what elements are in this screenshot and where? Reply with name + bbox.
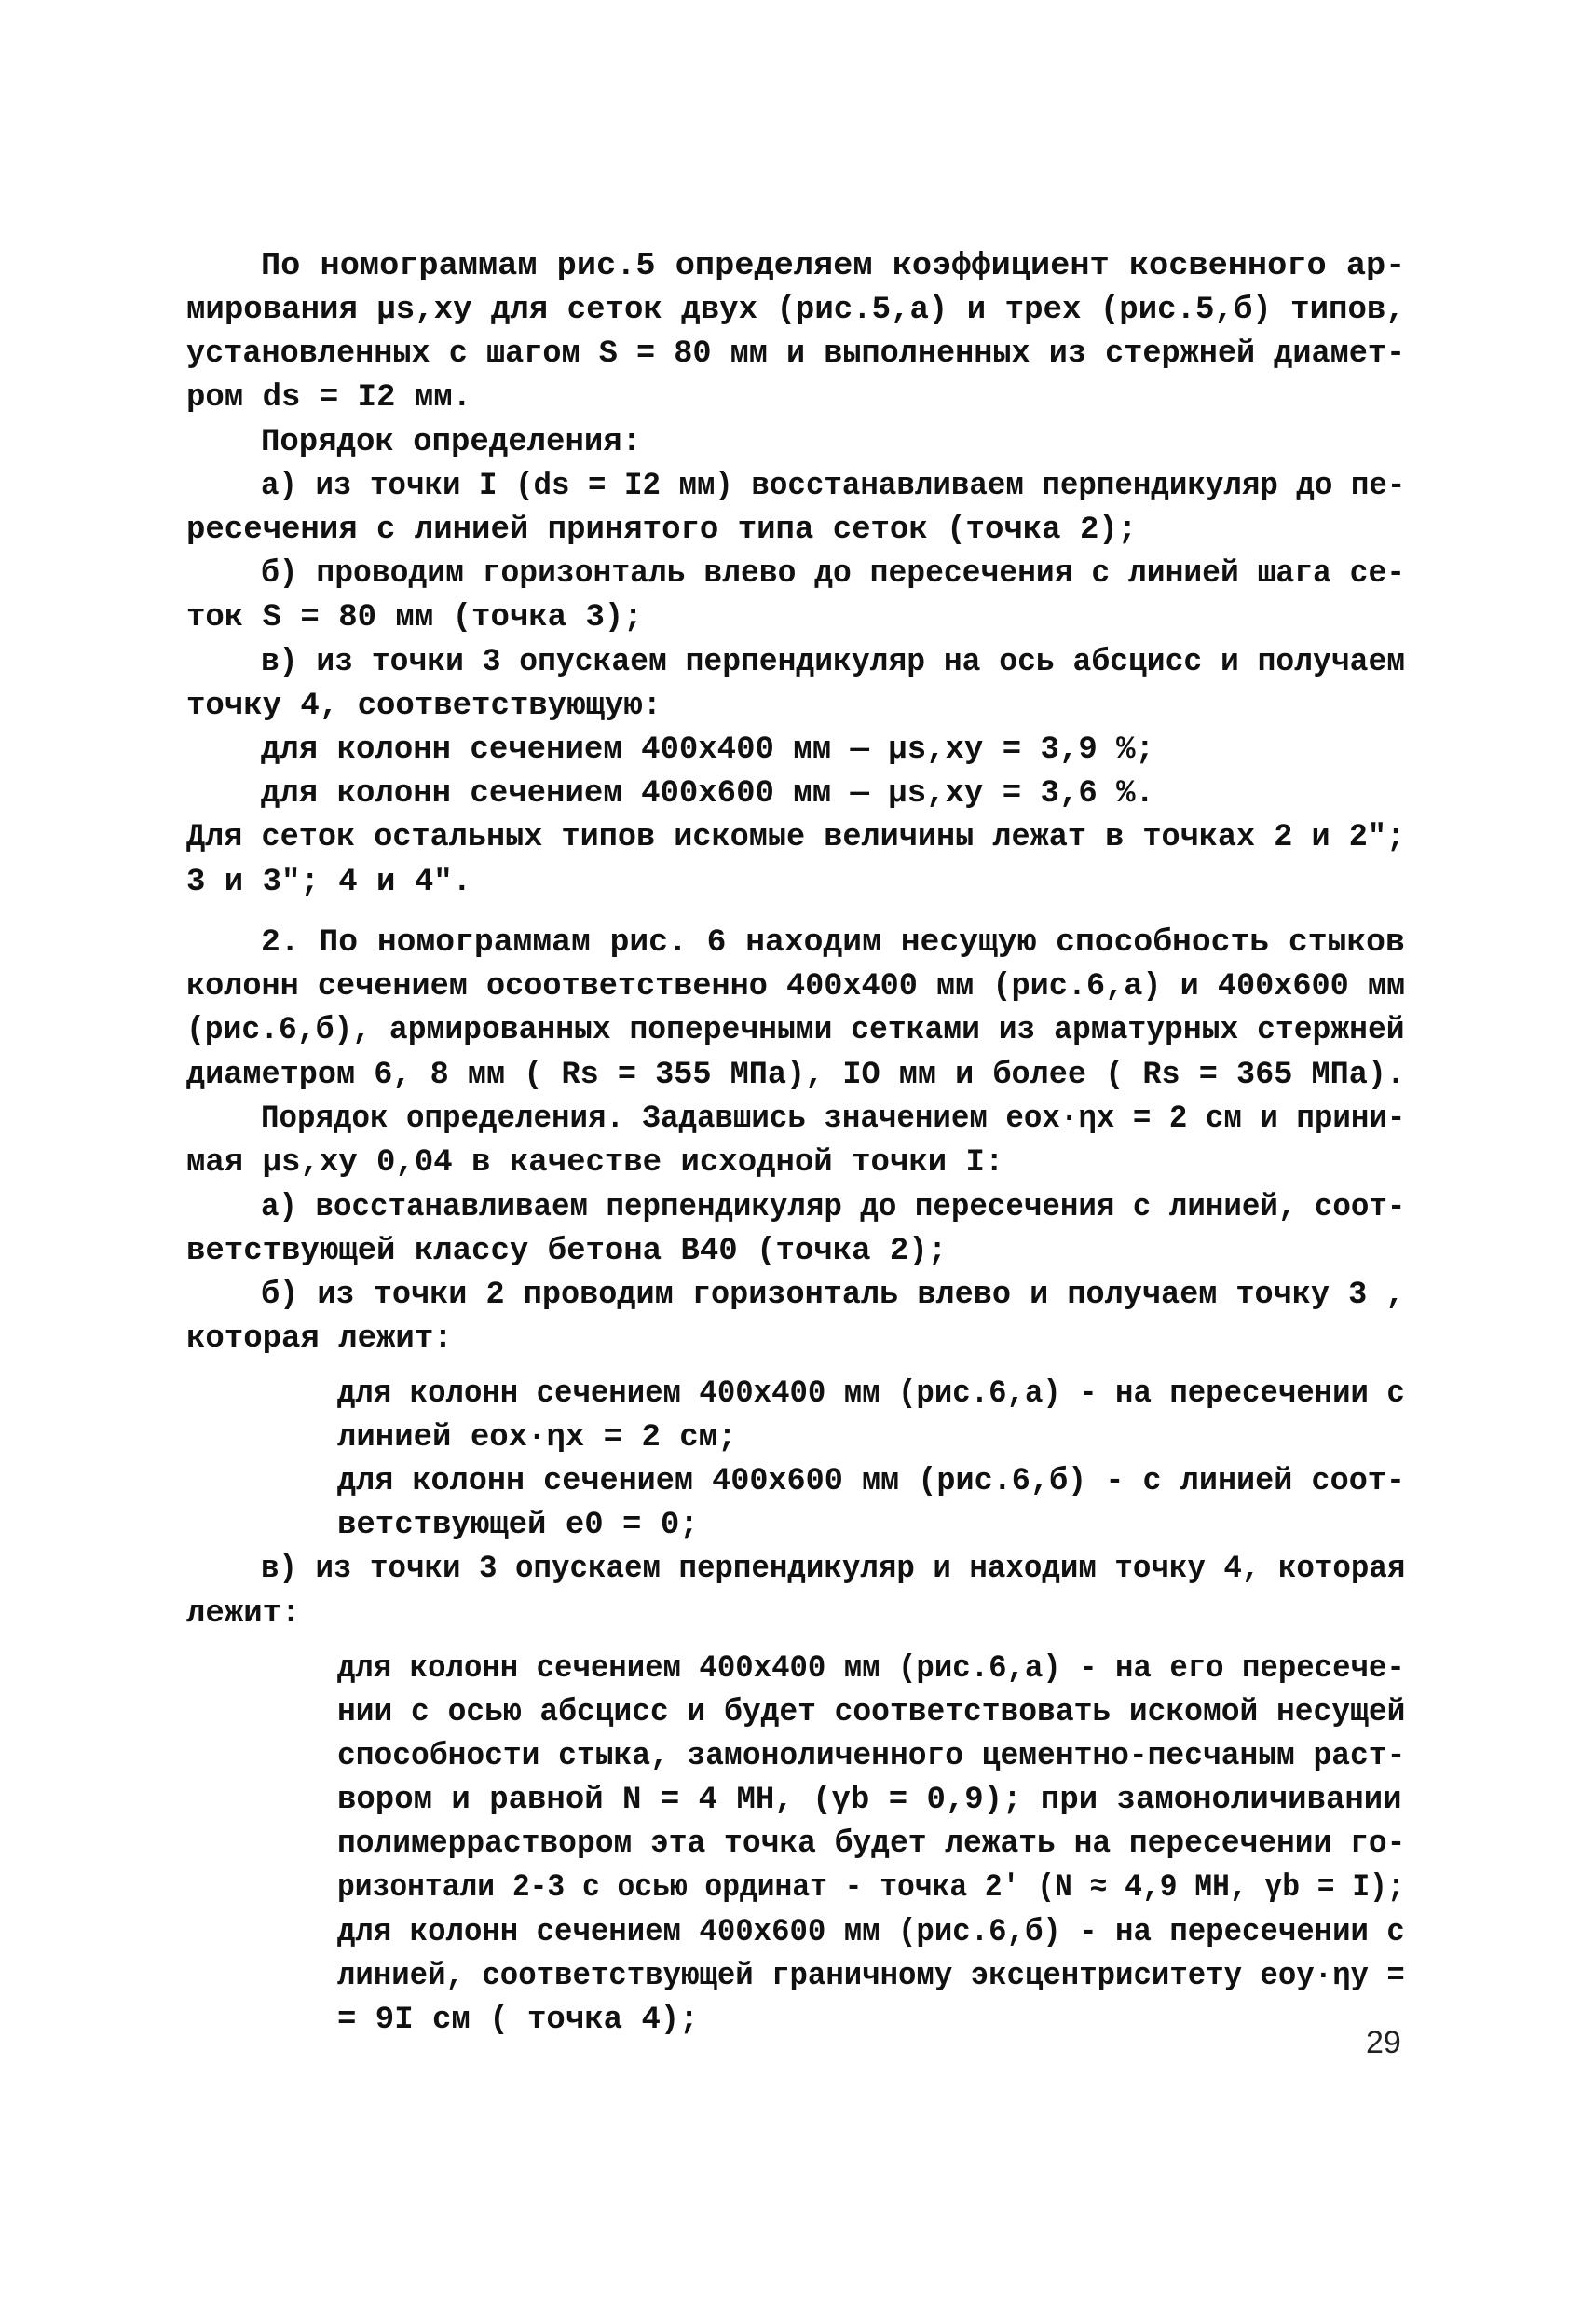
text-line: (рис.6,б), армированных поперечными сетками из арматурных стержней bbox=[186, 1013, 1405, 1048]
text-line: ветствующей классу бетона В40 (точка 2); bbox=[186, 1234, 948, 1269]
text-line: для колонн сечением 400х400 мм — μs,xy = 3,9 %; bbox=[261, 732, 1154, 768]
text-line: в) из точки 3 опускаем перпендикуляр и находим точку 4, которая bbox=[261, 1552, 1406, 1587]
text-line: лежит: bbox=[186, 1596, 301, 1632]
text-line: колонн сечением осоответственно 400х400 мм (рис.6,а) и 400х600 мм bbox=[186, 969, 1406, 1005]
text-line: ресечения с линией принятого типа сеток (точка 2); bbox=[186, 513, 1138, 548]
text-line: линией eox·ηx = 2 см; bbox=[337, 1420, 737, 1456]
text-line: ром ds = I2 мм. bbox=[186, 380, 472, 416]
text-line: которая лежит: bbox=[186, 1321, 453, 1357]
text-line: ток S = 80 мм (точка 3); bbox=[186, 600, 643, 636]
text-line: точку 4, соответствующую: bbox=[186, 689, 662, 724]
text-line: а) из точки I (ds = I2 мм) восстанавливаем перпендикуляр до пе- bbox=[261, 469, 1406, 504]
text-line: линией, соответствующей граничному эксцентриситету eoy·ηy = bbox=[337, 1959, 1405, 1994]
text-line: мая μs,xy 0,04 в качестве исходной точки I: bbox=[186, 1145, 1004, 1181]
text-line: ветствующей e0 = 0; bbox=[337, 1508, 699, 1543]
text-line: Порядок определения. Задавшись значением eox·ηx = 2 см и прини- bbox=[261, 1101, 1406, 1137]
text-line: Для сеток остальных типов искомые величины лежат в точках 2 и 2"; bbox=[186, 820, 1406, 855]
text-line: установленных с шагом S = 80 мм и выполненных из стержней диамет- bbox=[186, 336, 1406, 372]
text-line: б) проводим горизонталь влево до пересечения с линией шага се- bbox=[261, 556, 1406, 592]
text-line: для колонн сечением 400х600 мм (рис.6,б) - на пересечении с bbox=[337, 1915, 1405, 1950]
text-line: для колонн сечением 400х400 мм (рис.6,а) - на его пересече- bbox=[337, 1651, 1405, 1687]
text-line: мирования μs,xy для сеток двух (рис.5,а) и трех (рис.5,б) типов, bbox=[186, 293, 1405, 328]
text-line: в) из точки 3 опускаем перпендикуляр на ось абсцисс и получаем bbox=[261, 645, 1406, 680]
text-line: 3 и 3"; 4 и 4". bbox=[186, 865, 472, 900]
text-line: = 9I см ( точка 4); bbox=[337, 2003, 699, 2038]
text-line: нии с осью абсцисс и будет соответствовать искомой несущей bbox=[337, 1695, 1406, 1730]
text-line: б) из точки 2 проводим горизонталь влево и получаем точку 3 , bbox=[261, 1278, 1405, 1313]
text-line: для колонн сечением 400х600 мм (рис.6,б) - с линией соот- bbox=[337, 1464, 1406, 1499]
text-line: По номограммам рис.5 определяем коэффициент косвенного ар- bbox=[261, 249, 1406, 284]
text-line: вором и равной N = 4 МН, (γb = 0,9); при замоноличивании bbox=[337, 1783, 1402, 1818]
text-line: для колонн сечением 400х400 мм (рис.6,а) - на пересечении с bbox=[337, 1376, 1405, 1412]
text-line: диаметром 6, 8 мм ( Rs = 355 МПа), IO мм и более ( Rs = 365 МПа). bbox=[186, 1058, 1406, 1093]
text-line: способности стыка, замоноличенного цементно-песчаным раст- bbox=[337, 1739, 1406, 1774]
text-line: полимерраствором эта точка будет лежать на пересечении го- bbox=[337, 1826, 1406, 1862]
page-number: 29 bbox=[1366, 2025, 1401, 2060]
text-line: а) восстанавливаем перпендикуляр до пересечения с линией, соот- bbox=[261, 1190, 1406, 1225]
text-line: ризонтали 2-3 с осью ординат - точка 2' (N ≈ 4,9 МН, γb = I); bbox=[337, 1870, 1405, 1906]
text-line: Порядок определения: bbox=[261, 425, 642, 460]
text-line: 2. По номограммам рис. 6 находим несущую способность стыков bbox=[261, 925, 1405, 961]
text-line: для колонн сечением 400х600 мм — μs,xy = 3,6 %. bbox=[261, 776, 1154, 812]
